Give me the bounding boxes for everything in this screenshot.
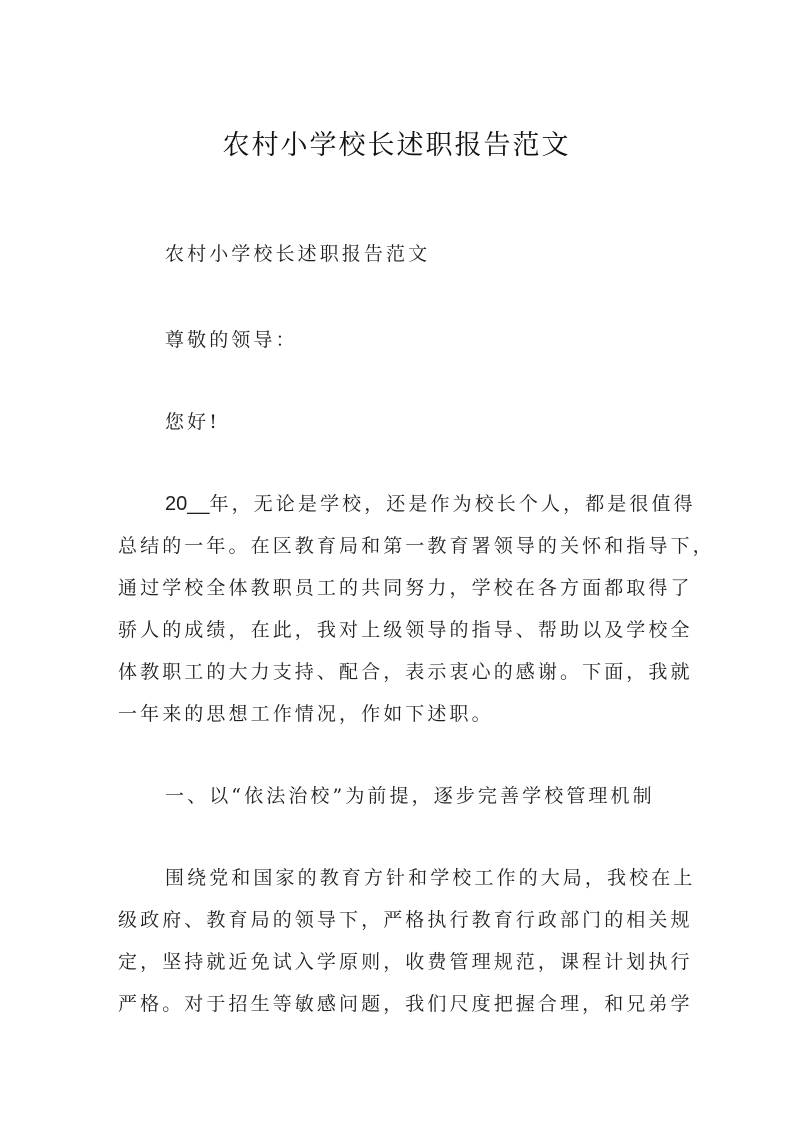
paragraph1-line-1-text: 年，无论是学校，还是作为校长个人，都是很值得 xyxy=(209,493,696,515)
subtitle: 农村小学校长述职报告范文 xyxy=(165,243,431,265)
paragraph2-line-1: 围绕党和国家的教育方针和学校工作的大局，我校在上 xyxy=(165,867,696,889)
year-number: 20__ xyxy=(165,493,210,515)
paragraph1-line-1 xyxy=(165,490,725,518)
paragraph2-line-2: 级政府、教育局的领导下，严格执行教育行政部门的相关规 xyxy=(118,909,693,931)
paragraph1-line-4: 骄人的成绩，在此，我对上级领导的指导、帮助以及学校全 xyxy=(118,619,693,641)
paragraph1-line-6: 一年来的思想工作情况，作如下述职。 xyxy=(118,703,494,725)
document-title: 农村小学校长述职报告范文 xyxy=(222,130,571,161)
paragraph1-line-3: 通过学校全体教职员工的共同努力，学校在各方面都取得了 xyxy=(118,577,693,599)
paragraph2-line-3: 定，坚持就近免试入学原则，收费管理规范，课程计划执行 xyxy=(118,951,693,973)
paragraph1-line-5: 体教职工的大力支持、配合，表示衷心的感谢。下面，我就 xyxy=(118,661,693,683)
paragraph2-line-4: 严格。对于招生等敏感问题，我们尺度把握合理，和兄弟学 xyxy=(118,993,693,1015)
section1-heading: 一、以“依法治校”为前提，逐步完善学校管理机制 xyxy=(165,785,655,807)
paragraph1-line-2: 总结的一年。在区教育局和第一教育署领导的关怀和指导下， xyxy=(118,535,715,557)
salutation: 尊敬的领导： xyxy=(165,329,298,351)
greeting: 您好! xyxy=(165,411,220,433)
